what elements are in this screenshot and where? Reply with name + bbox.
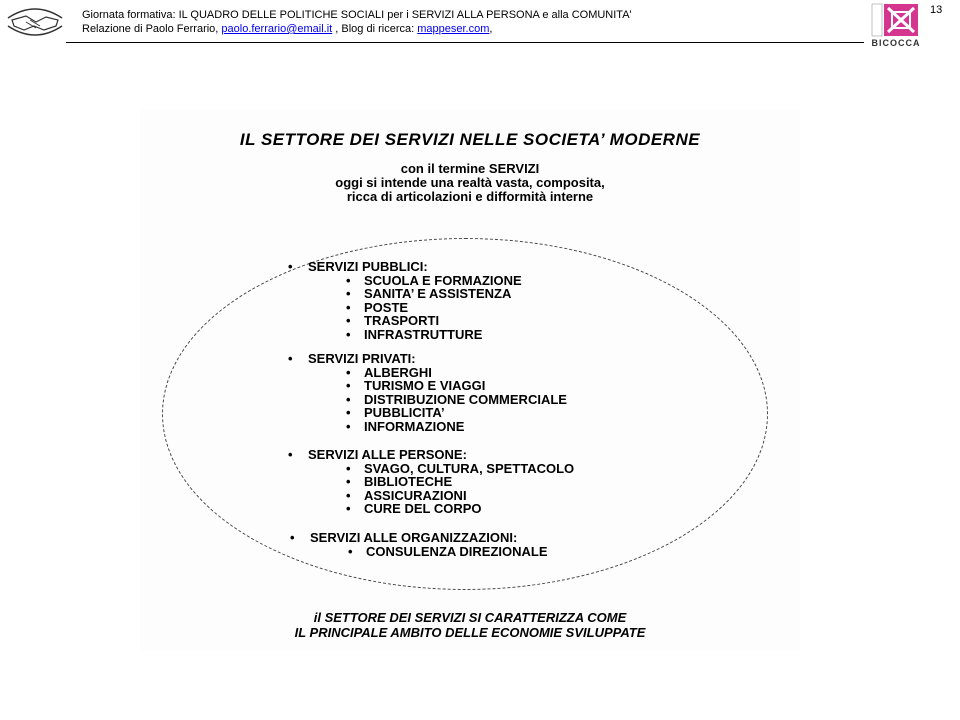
header-author: Relazione di Paolo Ferrario,	[82, 23, 222, 35]
conclusion-line: IL PRINCIPALE AMBITO DELLE ECONOMIE SVILUPPATE	[294, 625, 646, 640]
category-items	[288, 274, 522, 342]
group-public-services	[288, 260, 522, 341]
group-private-services	[288, 352, 567, 433]
list-item: • CURE DEL CORPO	[346, 502, 574, 516]
handshake-logo-icon	[6, 4, 64, 40]
list-item: • SANITA’ E ASSISTENZA	[346, 287, 522, 301]
category-items	[288, 462, 574, 516]
bicocca-logo-text: BICOCCA	[871, 38, 921, 48]
group-personal-services	[288, 448, 574, 516]
category-heading: • SERVIZI ALLE PERSONE:	[288, 448, 574, 462]
intro-text	[140, 162, 800, 204]
header-event-title: Giornata formativa: IL QUADRO DELLE POLITICHE SOCIALI per i SERVIZI ALLA PERSONA e alla COMUNITA'	[82, 9, 632, 21]
category-heading: • SERVIZI PRIVATI:	[288, 352, 567, 366]
list-item: • INFORMAZIONE	[346, 420, 567, 434]
category-items	[290, 545, 548, 559]
category-items	[288, 366, 567, 434]
blog-link[interactable]: mappeser.com	[417, 23, 490, 35]
category-heading: • SERVIZI PUBBLICI:	[288, 260, 522, 274]
university-bicocca-logo-icon	[870, 2, 922, 38]
list-item: • TRASPORTI	[346, 314, 522, 328]
header-divider	[66, 42, 864, 43]
list-item: • SVAGO, CULTURA, SPETTACOLO	[346, 462, 574, 476]
intro-line: oggi si intende una realtà vasta, composita,	[335, 175, 605, 190]
conclusion-line: il SETTORE DEI SERVIZI SI CARATTERIZZA COME	[313, 610, 627, 625]
list-item: • INFRASTRUTTURE	[346, 328, 522, 342]
intro-line: ricca di articolazioni e difformità interne	[346, 189, 594, 204]
list-item: • CONSULENZA DIREZIONALE	[348, 545, 548, 559]
header-suffix: ,	[489, 23, 493, 35]
slide-title: IL SETTORE DEI SERVIZI NELLE SOCIETA’ MODERNE	[239, 130, 701, 149]
scanned-slide	[140, 110, 800, 650]
group-organization-services	[290, 531, 548, 558]
header-blog-label: , Blog di ricerca:	[332, 23, 418, 35]
list-item: • BIBLIOTECHE	[346, 475, 574, 489]
header-credits	[82, 22, 632, 36]
email-link[interactable]: paolo.ferrario@email.it	[221, 23, 333, 35]
conclusion-text	[140, 610, 800, 640]
intro-line: con il termine SERVIZI	[400, 161, 540, 176]
slide-number: 13	[930, 4, 943, 16]
list-item: • POSTE	[346, 301, 522, 315]
category-heading: • SERVIZI ALLE ORGANIZZAZIONI:	[290, 531, 548, 545]
slide-header	[0, 0, 960, 48]
list-item: • TURISMO E VIAGGI	[346, 379, 567, 393]
list-item: • DISTRIBUZIONE COMMERCIALE	[346, 393, 567, 407]
list-item: • SCUOLA E FORMAZIONE	[346, 274, 522, 288]
list-item: • ALBERGHI	[346, 366, 567, 380]
list-item: • PUBBLICITA’	[346, 406, 567, 420]
list-item: • ASSICURAZIONI	[346, 489, 574, 503]
header-text	[82, 8, 632, 36]
